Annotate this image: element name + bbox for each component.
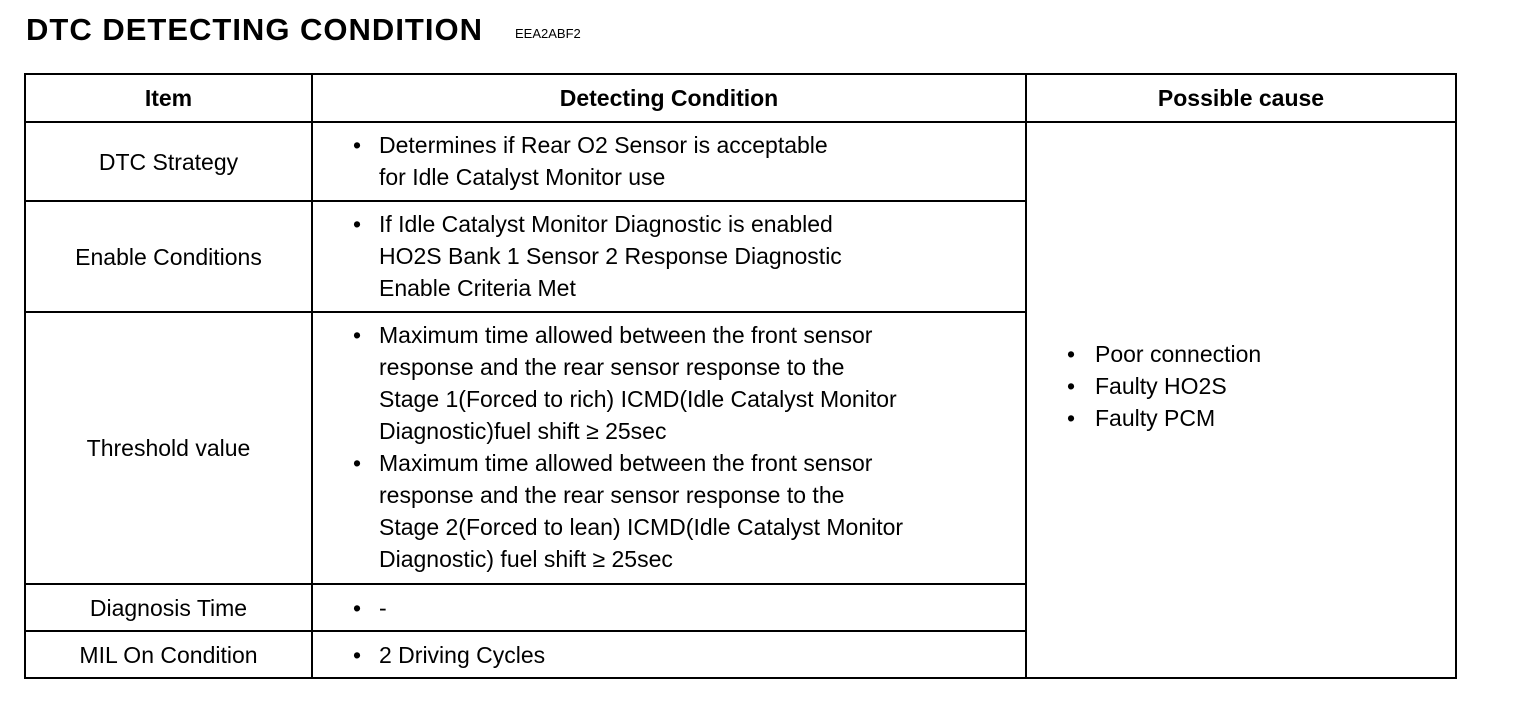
condition-list — [313, 592, 1025, 624]
column-header-item: Item — [25, 74, 312, 122]
item-cell: MIL On Condition — [25, 631, 312, 678]
item-cell: Enable Conditions — [25, 201, 312, 312]
title-row — [26, 12, 581, 48]
dtc-condition-table — [24, 73, 1457, 679]
condition-bullet: • Maximum time allowed between the front sensor response and the rear sensor response to the Stage 2(Forced to lean) ICMD(Idle Catalyst Monitor Diagnostic) fuel shift ≥ 25sec — [313, 447, 1025, 575]
item-cell: DTC Strategy — [25, 122, 312, 201]
condition-cell — [312, 122, 1026, 201]
page-title: DTC DETECTING CONDITION — [26, 12, 483, 47]
condition-cell — [312, 312, 1026, 584]
condition-list — [313, 313, 1025, 581]
document-code: EEA2ABF2 — [515, 26, 581, 41]
condition-list — [313, 123, 1025, 199]
item-cell: Diagnosis Time — [25, 584, 312, 631]
condition-bullet: • 2 Driving Cycles — [313, 639, 1025, 671]
possible-cause-list — [1027, 338, 1455, 434]
table-header-row — [25, 74, 1456, 122]
condition-bullet: • Maximum time allowed between the front sensor response and the rear sensor response to the Stage 1(Forced to rich) ICMD(Idle Catalyst Monitor Diagnostic)fuel shift ≥ 25sec — [313, 319, 1025, 447]
condition-list — [313, 639, 1025, 671]
condition-bullet: • - — [313, 592, 1025, 624]
cause-item: • Faulty HO2S — [1027, 370, 1455, 402]
condition-list — [313, 202, 1025, 310]
condition-cell — [312, 631, 1026, 678]
condition-cell — [312, 584, 1026, 631]
column-header-detecting-condition: Detecting Condition — [312, 74, 1026, 122]
cause-item: • Poor connection — [1027, 338, 1455, 370]
condition-bullet: • Determines if Rear O2 Sensor is acceptable for Idle Catalyst Monitor use — [313, 129, 1025, 193]
table-row-dtc-strategy — [25, 122, 1456, 201]
condition-cell — [312, 201, 1026, 312]
condition-bullet: • If Idle Catalyst Monitor Diagnostic is enabled HO2S Bank 1 Sensor 2 Response Diagnostic Enable Criteria Met — [313, 208, 1025, 304]
item-cell: Threshold value — [25, 312, 312, 584]
column-header-possible-cause: Possible cause — [1026, 74, 1456, 122]
cause-item: • Faulty PCM — [1027, 402, 1455, 434]
possible-cause-cell — [1026, 122, 1456, 678]
